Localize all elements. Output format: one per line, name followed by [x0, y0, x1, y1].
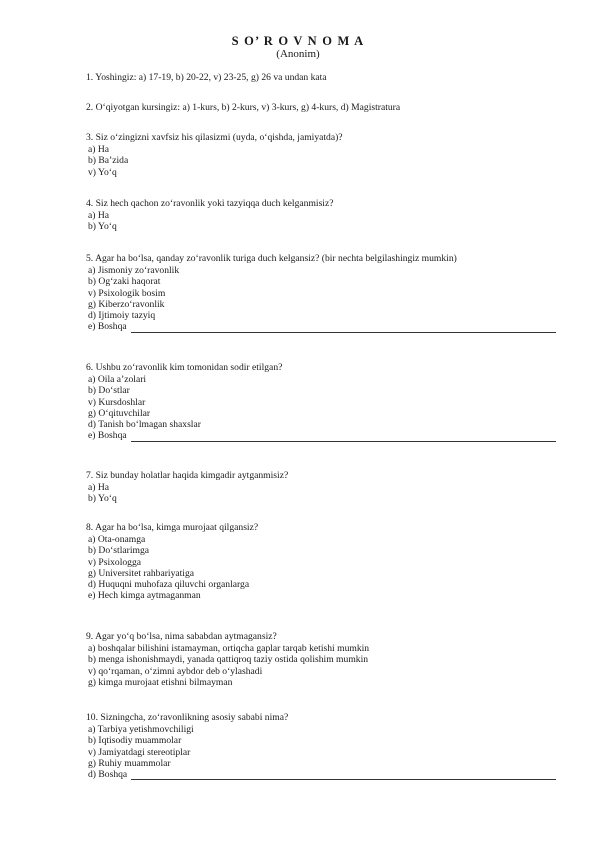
other-answer-label: e) Boshqa	[88, 430, 127, 442]
answer-option[interactable]: a) Tarbiya yetishmovchiligi	[88, 724, 194, 735]
answer-option[interactable]: b) Yo‘q	[88, 221, 117, 233]
question-3	[86, 132, 556, 178]
answer-option[interactable]: g) kimga murojaat etishni bilmayman	[88, 676, 233, 688]
question-6	[86, 362, 556, 442]
answer-option[interactable]: v) Psixologga	[88, 556, 142, 568]
other-answer-field[interactable]	[86, 321, 556, 332]
answer-option[interactable]: d) Ijtimoiy tazyiq	[88, 310, 156, 322]
answer-option[interactable]: v) Kursdoshlar	[88, 396, 146, 408]
answer-option[interactable]: v) Yo‘q	[88, 166, 117, 178]
answer-option[interactable]: v) qo‘rqaman, o‘zimni aybdor deb o‘ylashadi	[88, 665, 263, 677]
question-text: 2. O‘qiyotgan kursingiz: a) 1-kurs, b) 2-kurs, v) 3-kurs, g) 4-kurs, d) Magistratura	[86, 102, 401, 113]
question-text: 8. Agar ha bo‘lsa, kimga murojaat qilgansiz?	[86, 522, 259, 533]
question-4	[86, 198, 556, 233]
answer-option[interactable]: a) Oila a’zolari	[88, 374, 147, 385]
question-text: 10. Sizningcha, zo‘ravonlikning asosiy sababi nima?	[86, 712, 289, 723]
question-text: 4. Siz hech qachon zo‘ravonlik yoki tazyiqqa duch kelganmisiz?	[86, 198, 334, 209]
answer-option[interactable]: b) Do‘stlarimga	[88, 545, 150, 557]
answer-option[interactable]: a) boshqalar bilishini istamayman, ortiqcha gaplar tarqab ketishi mumkin	[88, 643, 370, 654]
answer-option[interactable]: g) Universitet rahbariyatiga	[88, 567, 195, 579]
answer-option[interactable]: a) Ota-onamga	[88, 534, 146, 545]
answer-option[interactable]: b) Ba’zida	[88, 155, 129, 167]
answer-option[interactable]: v) Jamiyatdagi stereotiplar	[88, 746, 191, 758]
answer-option[interactable]: g) Ruhiy muammolar	[88, 757, 171, 769]
answer-option[interactable]: g) O‘qituvchilar	[88, 407, 151, 419]
answer-option[interactable]: b) menga ishonishmaydi, yanada qattiqroq taziy ostida qolishim mumkin	[88, 654, 369, 666]
question-10	[86, 712, 556, 780]
answer-option[interactable]: a) Ha	[88, 210, 110, 221]
blank-answer-line[interactable]	[131, 324, 556, 333]
question-7	[86, 470, 556, 505]
answer-option[interactable]: v) Psixologik bosim	[88, 287, 166, 299]
blank-answer-line[interactable]	[131, 771, 556, 780]
other-answer-field[interactable]	[86, 430, 556, 441]
question-text: 9. Agar yo‘q bo‘lsa, nima sababdan aytmagansiz?	[86, 631, 277, 642]
page-subtitle: (Anonim)	[276, 48, 320, 60]
other-answer-label: e) Boshqa	[88, 321, 127, 333]
question-text: 6. Ushbu zo‘ravonlik kim tomonidan sodir etilgan?	[86, 362, 283, 373]
other-answer-field[interactable]	[86, 769, 556, 780]
question-1	[86, 72, 556, 84]
answer-option[interactable]: d) Tanish bo‘lmagan shaxslar	[88, 419, 201, 431]
answer-option[interactable]: b) Iqtisodiy muammolar	[88, 735, 182, 747]
question-8	[86, 522, 556, 602]
question-9	[86, 631, 556, 688]
answer-option[interactable]: b) Yo‘q	[88, 493, 117, 505]
answer-option[interactable]: d) Huquqni muhofaza qiluvchi organlarga	[88, 579, 250, 591]
question-2	[86, 102, 556, 114]
answer-option[interactable]: a) Jismoniy zo‘ravonlik	[88, 265, 180, 276]
page-title: S O’ R O V N O M A	[231, 34, 365, 48]
question-5	[86, 253, 556, 333]
answer-option[interactable]: e) Hech kimga aytmaganman	[88, 590, 201, 602]
question-text: 5. Agar ha bo‘lsa, qanday zo‘ravonlik turiga duch kelgansiz? (bir nechta belgilashingiz mumkin)	[86, 253, 457, 264]
question-text: 1. Yoshingiz: a) 17-19, b) 20-22, v) 23-25, g) 26 va undan kata	[86, 72, 327, 83]
question-text: 7. Siz bunday holatlar haqida kimgadir aytganmisiz?	[86, 470, 289, 481]
question-text: 3. Siz o‘zingizni xavfsiz his qilasizmi (uyda, o‘qishda, jamiyatda)?	[86, 132, 343, 143]
other-answer-label: d) Boshqa	[88, 769, 128, 781]
answer-option[interactable]: b) Og‘zaki haqorat	[88, 276, 161, 288]
answer-option[interactable]: a) Ha	[88, 482, 110, 493]
answer-option[interactable]: b) Do‘stlar	[88, 385, 130, 397]
blank-answer-line[interactable]	[131, 433, 556, 442]
answer-option[interactable]: a) Ha	[88, 144, 110, 155]
answer-option[interactable]: g) Kiberzo‘ravonlik	[88, 298, 165, 310]
